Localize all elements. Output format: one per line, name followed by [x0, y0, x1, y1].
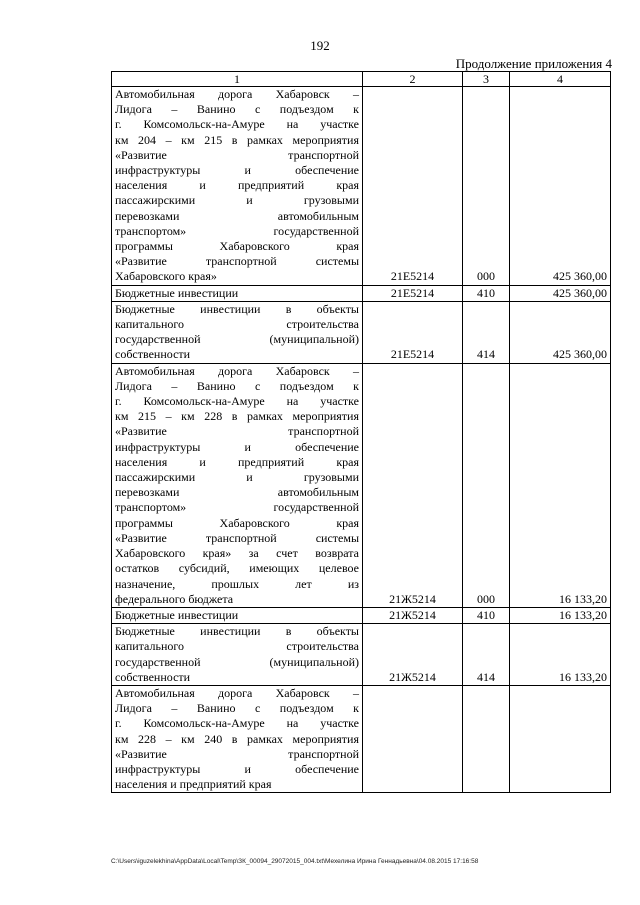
description-line: «Развитие транспортной — [115, 424, 359, 439]
description-line: остатков субсидий, имеющих целевое — [115, 561, 359, 576]
row-expense-type: 000 — [463, 87, 510, 286]
description-line: Автомобильная дорога Хабаровск – — [115, 685, 359, 700]
row-description — [112, 607, 363, 623]
row-amount — [510, 685, 611, 792]
row-amount: 16 133,20 — [510, 607, 611, 623]
description-line: государственной (муниципальной) — [115, 654, 359, 669]
row-description — [112, 624, 363, 686]
page-number: 192 — [310, 38, 330, 53]
description-line: собственности — [115, 347, 191, 362]
description-line: пассажирскими и грузовыми — [115, 470, 359, 485]
row-expense-type — [463, 685, 510, 792]
row-code: 21Ж5214 — [363, 363, 463, 607]
description-line: назначение, прошлых лет из — [115, 576, 359, 591]
table-row — [112, 301, 611, 363]
table-header-row — [112, 72, 611, 87]
budget-table — [111, 71, 611, 793]
description-line: «Развитие транспортной — [115, 746, 359, 761]
table-row — [112, 685, 611, 792]
description-line: «Развитие транспортной — [115, 147, 359, 162]
description-line: Бюджетные инвестиции — [115, 607, 239, 622]
column-header-4: 4 — [510, 72, 611, 87]
description-line: населения и предприятий края — [115, 454, 359, 469]
row-code — [363, 685, 463, 792]
description-line: государственной (муниципальной) — [115, 332, 359, 347]
table-row — [112, 624, 611, 686]
column-header-2: 2 — [363, 72, 463, 87]
row-amount: 425 360,00 — [510, 87, 611, 286]
description-line: Лидога – Ванино с подъездом к — [115, 102, 359, 117]
description-line: капитального строительства — [115, 639, 359, 654]
row-expense-type: 410 — [463, 285, 510, 301]
description-line: Бюджетные инвестиции в объекты — [115, 624, 359, 639]
description-line: Лидога – Ванино с подъездом к — [115, 378, 359, 393]
description-line: Автомобильная дорога Хабаровск – — [115, 87, 359, 101]
row-code: 21Е5214 — [363, 285, 463, 301]
row-code: 21Е5214 — [363, 87, 463, 286]
row-expense-type: 000 — [463, 363, 510, 607]
description-line: Автомобильная дорога Хабаровск – — [115, 363, 359, 378]
row-amount: 16 133,20 — [510, 363, 611, 607]
description-line: инфраструктуры и обеспечение — [115, 163, 359, 178]
description-line: транспортом» государственной — [115, 223, 359, 238]
description-line: г. Комсомольск-на-Амуре на участке — [115, 117, 359, 132]
table-row — [112, 285, 611, 301]
row-amount: 16 133,20 — [510, 624, 611, 686]
table-row — [112, 607, 611, 623]
description-line: перевозками автомобильным — [115, 485, 359, 500]
description-line: инфраструктуры и обеспечение — [115, 761, 359, 776]
description-line: Хабаровского края» — [115, 269, 217, 284]
table-row — [112, 363, 611, 607]
description-line: собственности — [115, 669, 191, 684]
row-description — [112, 301, 363, 363]
description-line: Бюджетные инвестиции в объекты — [115, 301, 359, 316]
table-body — [112, 87, 611, 793]
row-code: 21Ж5214 — [363, 624, 463, 686]
row-expense-type: 410 — [463, 607, 510, 623]
description-line: км 228 – км 240 в рамках мероприятия — [115, 731, 359, 746]
row-code: 21Ж5214 — [363, 607, 463, 623]
description-line: г. Комсомольск-на-Амуре на участке — [115, 716, 359, 731]
description-line: «Развитие транспортной системы — [115, 530, 359, 545]
description-line: инфраструктуры и обеспечение — [115, 439, 359, 454]
description-line: Хабаровского края» за счет возврата — [115, 546, 359, 561]
description-line: г. Комсомольск-на-Амуре на участке — [115, 394, 359, 409]
description-line: пассажирскими и грузовыми — [115, 193, 359, 208]
description-line: Бюджетные инвестиции — [115, 285, 239, 300]
row-description — [112, 685, 363, 792]
row-code: 21Е5214 — [363, 301, 463, 363]
row-description — [112, 363, 363, 607]
table-row — [112, 87, 611, 286]
row-amount: 425 360,00 — [510, 285, 611, 301]
description-line: программы Хабаровского края — [115, 239, 359, 254]
description-line: федерального бюджета — [115, 591, 234, 606]
column-header-1: 1 — [112, 72, 363, 87]
description-line: км 204 – км 215 в рамках мероприятия — [115, 132, 359, 147]
column-header-3: 3 — [463, 72, 510, 87]
row-description — [112, 285, 363, 301]
description-line: программы Хабаровского края — [115, 515, 359, 530]
file-path-footer: C:\Users\iguzelekhina\AppData\Local\Temp\ЗК_00094_29072015_004.txt\Мехелина Ирина Геннадьевна\04.08.2015 17:16:58 — [111, 858, 479, 865]
description-line: капитального строительства — [115, 317, 359, 332]
description-line: населения и предприятий края — [115, 777, 272, 792]
row-amount: 425 360,00 — [510, 301, 611, 363]
description-line: Лидога – Ванино с подъездом к — [115, 701, 359, 716]
continuation-label: Продолжение приложения 4 — [455, 56, 612, 71]
row-expense-type: 414 — [463, 301, 510, 363]
description-line: «Развитие транспортной системы — [115, 254, 359, 269]
row-expense-type: 414 — [463, 624, 510, 686]
description-line: перевозками автомобильным — [115, 208, 359, 223]
description-line: населения и предприятий края — [115, 178, 359, 193]
description-line: транспортом» государственной — [115, 500, 359, 515]
row-description — [112, 87, 363, 286]
description-line: км 215 – км 228 в рамках мероприятия — [115, 409, 359, 424]
